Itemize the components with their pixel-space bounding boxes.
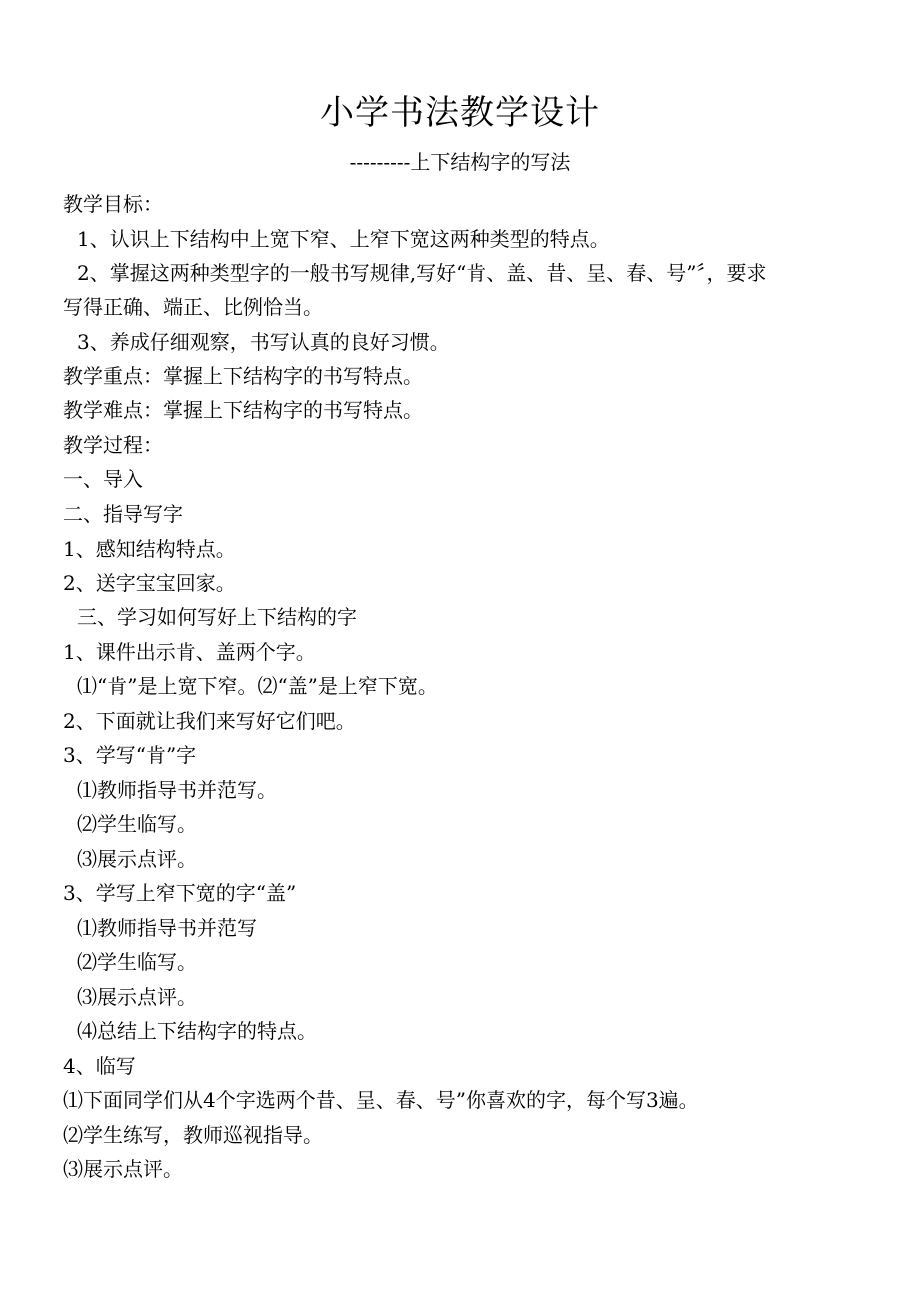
sub-item: ⑶展示点评。 bbox=[77, 847, 197, 871]
list-item: 2、下面就让我们来写好它们吧。 bbox=[63, 709, 356, 733]
list-item: 1、感知结构特点。 bbox=[63, 537, 236, 561]
list-item: 2、送字宝宝回家。 bbox=[63, 571, 236, 595]
section-3: 三、学习如何写好上下结构的字 bbox=[77, 605, 357, 629]
objective-1: 1、认识上下结构中上宽下窄、上窄下宽这两种类型的特点。 bbox=[77, 227, 610, 251]
sub-item: ⑶展示点评。 bbox=[77, 985, 197, 1009]
heading-process: 教学过程： bbox=[63, 433, 163, 457]
document-title: 小学书法教学设计 bbox=[320, 93, 600, 133]
heading-objectives: 教学目标： bbox=[63, 192, 163, 216]
sub-item: ⑶展示点评。 bbox=[63, 1157, 183, 1181]
section-1: 一、导入 bbox=[63, 467, 143, 491]
sub-item: ⑴“肯”是上宽下窄。⑵“盖”是上窄下宽。 bbox=[77, 674, 438, 698]
list-item: 1、课件出示肯、盖两个字。 bbox=[63, 640, 316, 664]
objective-2: 2、掌握这两种类型字的一般书写规律,写好“肯、盖、昔、呈、春、号”〞，要求 bbox=[77, 261, 767, 285]
sub-item: ⑷总结上下结构字的特点。 bbox=[77, 1019, 317, 1043]
sub-item: ⑴教师指导书并范写 bbox=[77, 916, 257, 940]
section-2: 二、指导写字 bbox=[63, 502, 183, 526]
sub-item: ⑵学生练写，教师巡视指导。 bbox=[63, 1123, 323, 1147]
list-item: 3、学写上窄下宽的字“盖” bbox=[63, 881, 297, 905]
list-item: 3、学写“肯”字 bbox=[63, 743, 197, 767]
teaching-key-point: 教学重点：掌握上下结构字的书写特点。 bbox=[63, 364, 423, 388]
objective-3: 3、养成仔细观察，书写认真的良好习惯。 bbox=[77, 330, 450, 354]
document-subtitle: ---------上下结构字的写法 bbox=[349, 150, 571, 174]
teaching-difficulty: 教学难点：掌握上下结构字的书写特点。 bbox=[63, 398, 423, 422]
sub-item: ⑴下面同学们从4个字选两个昔、呈、春、号”你喜欢的字，每个写3遍。 bbox=[63, 1088, 699, 1112]
sub-item: ⑵学生临写。 bbox=[77, 950, 197, 974]
sub-item: ⑵学生临写。 bbox=[77, 812, 197, 836]
objective-2-continued: 写得正确、端正、比例恰当。 bbox=[63, 295, 323, 319]
list-item: 4、临写 bbox=[63, 1054, 136, 1078]
sub-item: ⑴教师指导书并范写。 bbox=[77, 778, 277, 802]
